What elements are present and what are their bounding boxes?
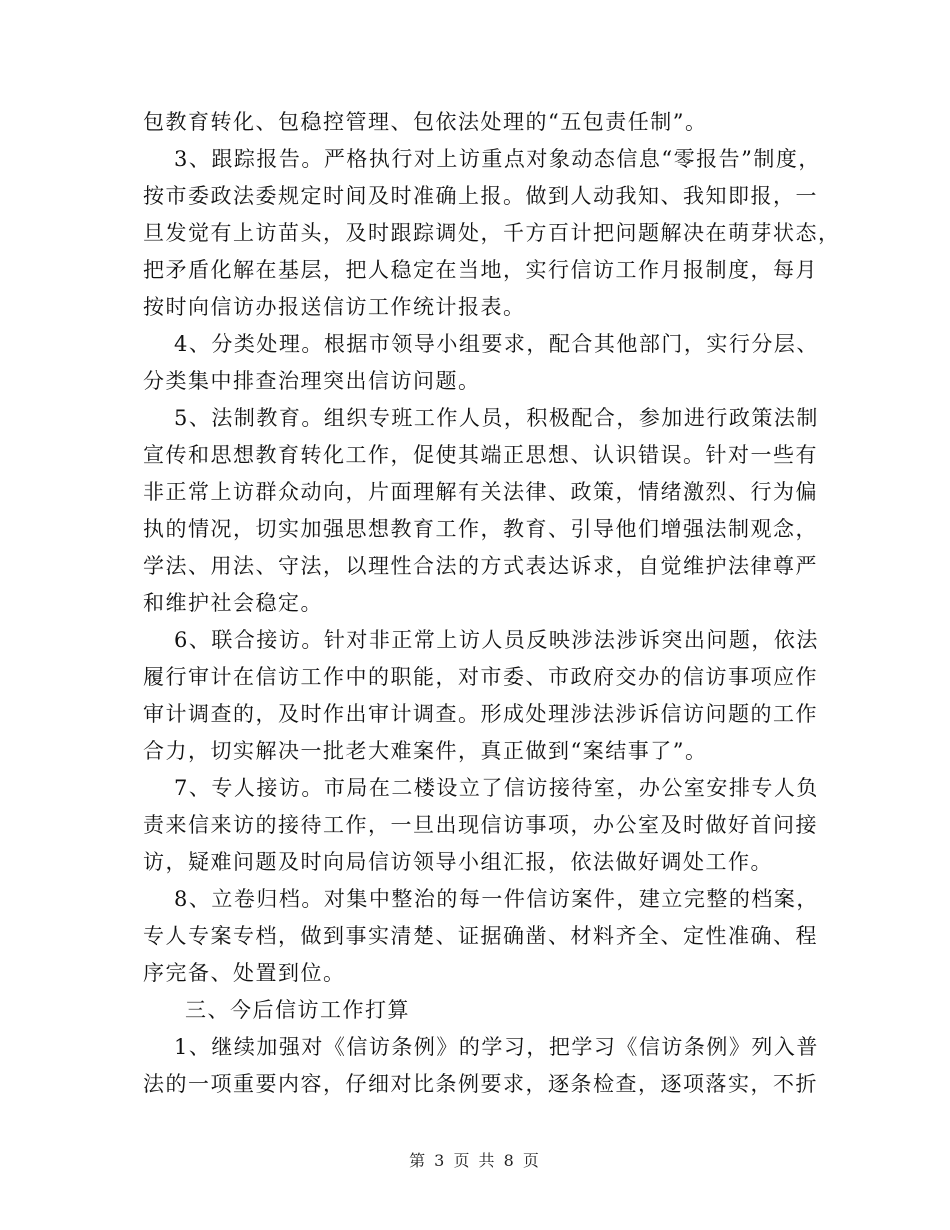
paragraph-start-line: 7、专人接访。市局在二楼设立了信访接待室，办公室安排专人负 [174, 776, 819, 800]
text-line: 序完备、处置到位。 [143, 961, 346, 985]
text-line: 包教育转化、包稳控管理、包依法处理的“五包责任制”。 [143, 110, 708, 134]
text-line: 分类集中排查治理突出信访问题。 [143, 369, 481, 393]
text-line: 把矛盾化解在基层，把人稳定在当地，实行信访工作月报制度，每月 [143, 258, 818, 282]
text-line: 访，疑难问题及时向局信访领导小组汇报，依法做好调处工作。 [143, 850, 773, 874]
paragraph-start-line: 6、联合接访。针对非正常上访人员反映涉法涉诉突出问题，依法 [174, 628, 819, 652]
text-line: 执的情况，切实加强思想教育工作，教育、引导他们增强法制观念， [143, 517, 818, 541]
paragraph-start-line: 3、跟踪报告。严格执行对上访重点对象动态信息“零报告”制度， [174, 147, 821, 171]
text-line: 宣传和思想教育转化工作，促使其端正思想、认识错误。针对一些有 [143, 443, 818, 467]
text-line: 专人专案专档，做到事实清楚、证据确凿、材料齐全、定性准确、程 [143, 924, 818, 948]
paragraph-start-line: 5、法制教育。组织专班工作人员，积极配合，参加进行政策法制 [174, 406, 819, 430]
text-line: 责来信来访的接待工作，一旦出现信访事项，办公室及时做好首问接 [143, 813, 818, 837]
text-line: 按时向信访办报送信访工作统计报表。 [143, 295, 526, 319]
text-line: 法的一项重要内容，仔细对比条例要求，逐条检查，逐项落实，不折 [143, 1072, 818, 1096]
paragraph-start-line: 1、继续加强对《信访条例》的学习，把学习《信访条例》列入普 [174, 1035, 819, 1059]
text-line: 和维护社会稳定。 [143, 591, 323, 615]
text-line: 旦发觉有上访苗头，及时跟踪调处，千方百计把问题解决在萌芽状态， [143, 221, 841, 245]
text-line: 学法、用法、守法，以理性合法的方式表达诉求，自觉维护法律尊严 [143, 554, 818, 578]
text-line: 合力，切实解决一批老大难案件，真正做到“案结事了”。 [143, 739, 708, 763]
text-line: 履行审计在信访工作中的职能，对市委、市政府交办的信访事项应作 [143, 665, 818, 689]
section-heading: 三、今后信访工作打算 [185, 998, 410, 1022]
text-line: 按市委政法委规定时间及时准确上报。做到人动我知、我知即报，一 [143, 184, 818, 208]
text-line: 非正常上访群众动向，片面理解有关法律、政策，情绪激烈、行为偏 [143, 480, 818, 504]
text-line: 审计调查的，及时作出审计调查。形成处理涉法涉诉信访问题的工作 [143, 702, 818, 726]
paragraph-start-line: 8、立卷归档。对集中整治的每一件信访案件，建立完整的档案， [174, 887, 819, 911]
paragraph-start-line: 4、分类处理。根据市领导小组要求，配合其他部门，实行分层、 [174, 332, 819, 356]
document-body [143, 104, 841, 1103]
page-number-footer: 第 3 页 共 8 页 [409, 1151, 541, 1170]
